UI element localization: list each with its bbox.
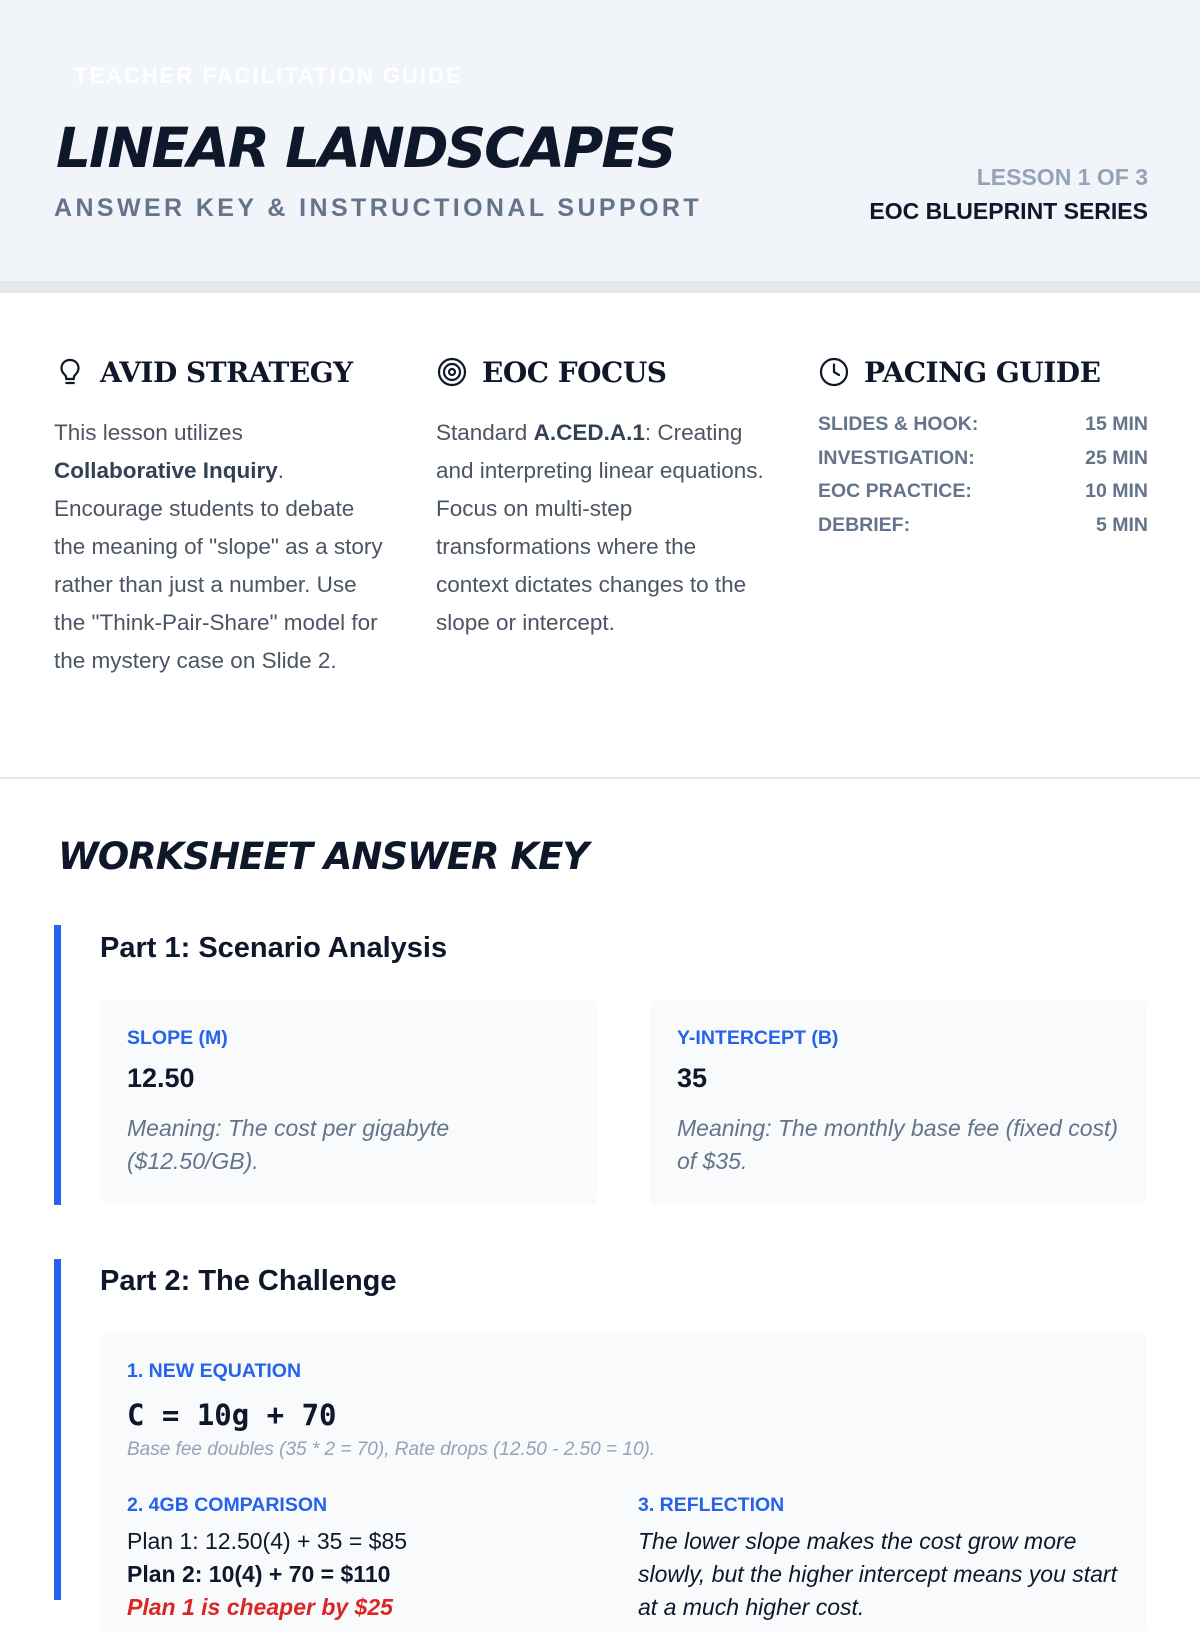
pacing-label: SLIDES & HOOK: (818, 413, 979, 435)
part2-title: Part 2: The Challenge (100, 1265, 397, 1297)
comparison-label: 2. 4GB COMPARISON (127, 1494, 328, 1516)
lesson-counter: LESSON 1 OF 3 (976, 164, 1148, 190)
eoc-text-rest: : Creating and interpreting linear equations. Focus on multi-step transformations where the context dictates changes to the slope or intercept. (436, 420, 764, 635)
plan2-calculation: Plan 2: 10(4) + 70 = $110 (127, 1561, 391, 1587)
pacing-duration: 10 MIN (1085, 480, 1148, 502)
series-name: EOC BLUEPRINT SERIES (869, 198, 1148, 224)
comparison-verdict: Plan 1 is cheaper by $25 (127, 1594, 393, 1620)
avid-text-rest: . Encourage students to debate the meaning of "slope" as a story rather than just a number. Use the "Think-Pair-Share" model for the mystery case on Slide 2. (54, 458, 383, 673)
worksheet-answer-key-title: WORKSHEET ANSWER KEY (58, 835, 589, 878)
pacing-label: EOC PRACTICE: (818, 480, 972, 502)
pacing-row (818, 408, 1148, 442)
pacing-guide-title: PACING GUIDE (864, 355, 1101, 389)
pacing-list (818, 408, 1148, 542)
guide-subtitle: ANSWER KEY & INSTRUCTIONAL SUPPORT (54, 194, 703, 222)
slope-value: 12.50 (127, 1063, 195, 1093)
target-icon (436, 356, 468, 388)
eoc-focus-heading (436, 350, 766, 394)
guide-title: LINEAR LANDSCAPES (56, 116, 675, 180)
eoc-standard-code: A.CED.A.1 (533, 420, 645, 445)
avid-text-start: This lesson utilizes (54, 420, 243, 445)
avid-strategy-heading (54, 350, 384, 394)
pacing-row (818, 475, 1148, 509)
pacing-row (818, 509, 1148, 543)
slope-meaning: Meaning: The cost per gigabyte ($12.50/GB). (127, 1115, 450, 1174)
pacing-duration: 5 MIN (1095, 513, 1148, 536)
avid-strategy-text (54, 414, 384, 680)
slope-card (100, 999, 597, 1205)
eoc-focus-column (436, 350, 766, 642)
section-divider (0, 777, 1200, 779)
avid-strategy-keyword: Collaborative Inquiry (54, 458, 278, 483)
pacing-duration: 15 MIN (1085, 413, 1148, 435)
intercept-label: Y-INTERCEPT (B) (677, 1027, 839, 1049)
pacing-guide-heading (818, 350, 1148, 394)
avid-strategy-title: AVID STRATEGY (100, 355, 353, 389)
eoc-focus-text (436, 414, 766, 642)
eoc-focus-title: EOC FOCUS (482, 355, 667, 389)
pacing-label: INVESTIGATION: (818, 446, 975, 469)
equation-explanation: Base fee doubles (35 * 2 = 70), Rate drops (12.50 - 2.50 = 10). (127, 1439, 656, 1460)
pacing-label: DEBRIEF: (818, 513, 911, 536)
slope-label: SLOPE (M) (127, 1027, 228, 1049)
part2-accent-bar (54, 1259, 61, 1600)
pacing-duration: 25 MIN (1085, 446, 1148, 469)
guide-kicker: TEACHER FACILITATION GUIDE (74, 63, 463, 88)
plan1-calculation: Plan 1: 12.50(4) + 35 = $85 (127, 1528, 408, 1554)
part1-accent-bar (54, 925, 61, 1205)
header-divider (0, 281, 1200, 293)
guide-header (0, 0, 1200, 281)
new-equation: C = 10g + 70 (127, 1398, 337, 1432)
clock-icon (818, 356, 850, 388)
new-equation-label: 1. NEW EQUATION (127, 1360, 302, 1382)
avid-strategy-column (54, 350, 384, 680)
intercept-card (650, 999, 1147, 1205)
lightbulb-icon (54, 356, 86, 388)
part1-title: Part 1: Scenario Analysis (100, 932, 448, 964)
pacing-guide-column (818, 350, 1148, 542)
pacing-row (818, 442, 1148, 476)
challenge-card (100, 1332, 1147, 1632)
eoc-text-start: Standard (436, 420, 534, 445)
reflection-text: The lower slope makes the cost grow more slowly, but the higher intercept means you start at a much higher cost. (638, 1528, 1117, 1620)
intercept-meaning: Meaning: The monthly base fee (fixed cost) of $35. (677, 1115, 1119, 1174)
reflection-label: 3. REFLECTION (638, 1494, 785, 1516)
intercept-value: 35 (677, 1063, 708, 1093)
